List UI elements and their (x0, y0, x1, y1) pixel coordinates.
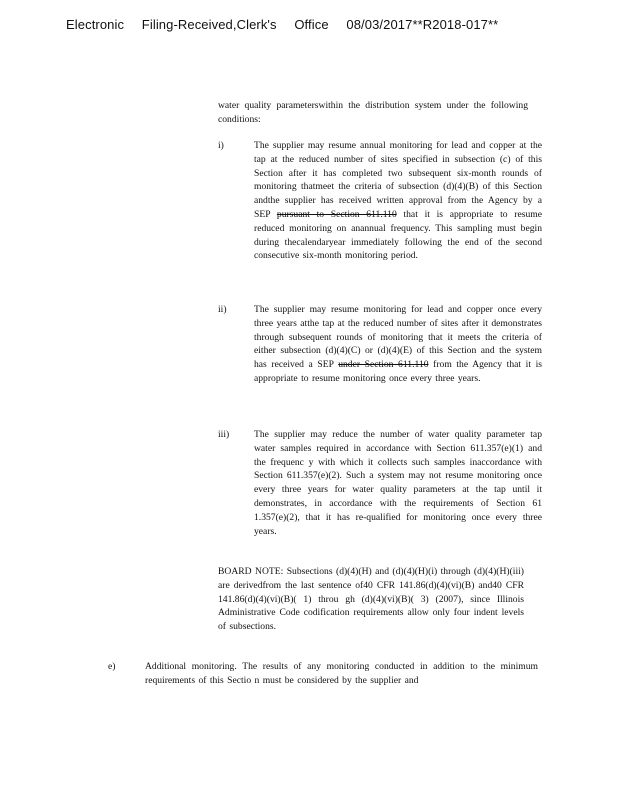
section-marker: e) (108, 661, 116, 672)
item-text (254, 139, 542, 263)
header-filing-received: Filing-Received,Clerk's (141, 17, 277, 32)
item-text: The supplier may reduce the number of water quality parameter tap water samples required in accordance with Section 611.357(e)(1) and the frequenc y with which it collects such samples inaccordance with Section 611.357(e)(2). Such a system may not resume monitoring once every three years for water quality parameters at the tap until it demonstrates, in accordance with the requirements of Section 61 1.357(e)(2), that it has re-qualified for monitoring once every three years. (254, 429, 542, 537)
board-note-text: BOARD NOTE: Subsections (d)(4)(H) and (d)(4)(H)(i) through (d)(4)(H)(iii) are derivedfrom the last sentence of40 CFR 141.86(d)(4)(vi)(B) and40 CFR 141.86(d)(4)(vi)(B)( 1) throu gh (d)(4)(vi)(B)( 3) (2007), since Illinois Administrative Code codification requirements allow only four indent levels of subsections. (218, 566, 524, 633)
item-text (254, 303, 542, 386)
header-office: Office (294, 17, 329, 32)
intro-text: water quality parameterswithin the distribution system under the following conditions: (218, 100, 528, 125)
item-text-after-strike: from the Agency that it is appropriate to resume monitoring once every three years. (254, 359, 543, 384)
item-text-after-strike: that it is appropriate to resume reduced monitoring on anannual frequency. This sampling must begin during thecalendaryear immediately following the end of the second consecutive six-month monitoring period. (254, 208, 542, 262)
item-marker: iii) (218, 429, 230, 440)
board-note (218, 565, 524, 634)
section-e-text: Additional monitoring. The results of any monitoring conducted in addition to the minimum requirements of this Sectio n must be considered by the supplier and (145, 661, 538, 686)
struck-text: pursuant to Section 611.110 (276, 208, 397, 220)
struck-text: under Section 611.110 (338, 359, 429, 371)
intro-paragraph (218, 99, 528, 127)
item-text-before-strike: The supplier may resume annual monitoring for lead and copper at the tap at the reduced number of sites specified in subsection (c) of this Section after it has completed two subsequent six-month rounds of monitoring thatmeet the criteria of subsection (d)(4)(B) of this Section andthe supplier has received written approval from the Agency by a SEP (254, 140, 542, 220)
item-marker: ii) (218, 304, 227, 315)
filing-header (66, 17, 546, 32)
header-electronic: Electronic (66, 17, 125, 32)
item-text-before-strike: The supplier may resume monitoring for lead and copper once every three years atthe tap at the reduced number of sites after it demonstrates through subsequent rounds of monitoring that it meets the criteria of either subsection (d)(4)(C) or (d)(4)(E) of this Section and the system has received a SEP (254, 304, 542, 371)
item-marker: i) (218, 140, 224, 151)
header-date-docket: 08/03/2017**R2018-017** (346, 17, 499, 32)
